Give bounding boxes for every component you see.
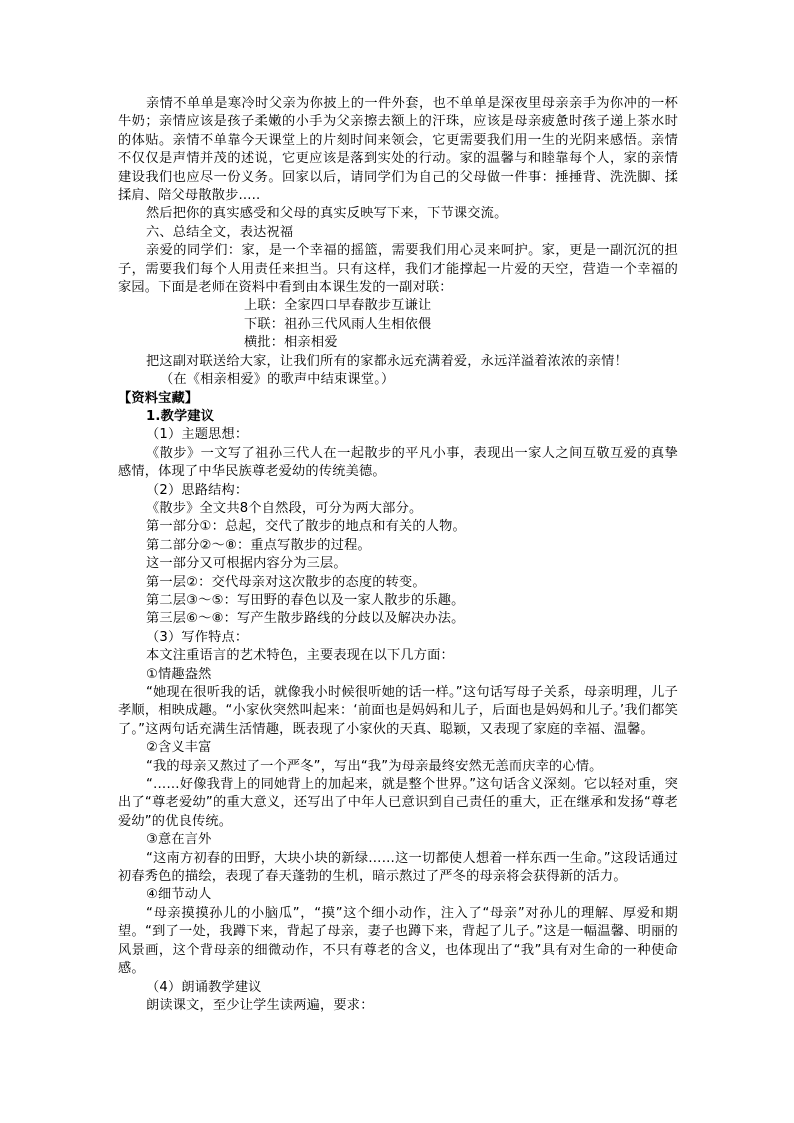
features-heading: （3）写作特点：	[146, 629, 249, 645]
resource-title: 【资料宝藏】	[118, 390, 199, 406]
structure-line: 第二层③～⑤：写田野的春色以及一家人散步的乐趣。	[146, 592, 465, 608]
reading-text: 朗读课文，至少让学生读两遍，要求：	[146, 997, 374, 1013]
feature-1-title: ①情趣盎然	[146, 666, 212, 682]
teaching-title: 1.教学建议	[146, 408, 215, 424]
features-intro: 本文注重语言的艺术特色，主要表现在以下几方面：	[146, 648, 454, 664]
section-6-title: 六、总结全文，表达祝福	[146, 224, 294, 240]
feature-2-text-1: “我的母亲又熬过了一个严冬”，写出“我”为母亲最终安然无恙而庆幸的心情。	[146, 758, 603, 774]
structure-line: 这一部分又可根据内容分为三层。	[146, 556, 347, 572]
structure-line: 第二部分②～⑧：重点写散步的过程。	[146, 537, 371, 553]
document-page	[118, 95, 678, 1015]
structure-line: 第三层⑥～⑧：写产生散步路线的分歧以及解决办法。	[146, 611, 465, 627]
couplet-lower: 下联：祖孙三代风雨人生相依偎	[244, 316, 432, 332]
feature-2-text-2: “……好像我背上的同她背上的加起来，就是整个世界。”这句话含义深刻。它以轻对重，突出了“尊老爱幼”的重大意义，还写出了中年人已意识到自己责任的重大，正在继承和发扬“尊老爱幼”的优良传统。	[118, 777, 678, 829]
feature-4-title: ④细节动人	[146, 887, 212, 903]
theme-heading: （1）主题思想：	[146, 427, 249, 443]
paragraph-gift: 把这副对联送给大家，让我们所有的家都永远充满着爱，永远洋溢着浓浓的亲情！	[146, 353, 628, 369]
feature-3-title: ③意在言外	[146, 832, 212, 848]
structure-line: 《散步》全文共8个自然段，可分为两大部分。	[146, 500, 423, 516]
structure-line: 第一部分①：总起，交代了散步的地点和有关的人物。	[146, 519, 466, 535]
reading-heading: （4）朗诵教学建议	[146, 979, 262, 995]
feature-3-text: “这南方初春的田野，大块小块的新绿……这一切都使人想着一样东西一生命。”这段话通过初春秀色的描绘，表现了春天蓬勃的生机，暗示熬过了严冬的母亲将会获得新的活力。	[118, 850, 678, 885]
feature-4-text: “母亲摸摸孙儿的小脑瓜”，“摸”这个细小动作，注入了“母亲”对孙儿的理解、厚爱和期望。“到了一处，我蹲下来，背起了母亲，妻子也蹲下来，背起了儿子。”这是一幅温馨、明丽的风景画，这个背母亲的细微动作，不只有尊老的含义，也体现出了“我”具有对生命的一种使命感。	[118, 905, 678, 977]
feature-2-title: ②含义丰富	[146, 740, 212, 756]
theme-text: 《散步》一文写了祖孙三代人在一起散步的平凡小事，表现出一家人之间互敬互爱的真挚感情，体现了中华民族尊老爱幼的传统美德。	[118, 445, 678, 480]
structure-line: 第一层②：交代母亲对这次散步的态度的转变。	[146, 574, 426, 590]
paragraph-blessing: 亲爱的同学们：家，是一个幸福的摇篮，需要我们用心灵来呵护。家，更是一副沉沉的担子，需要我们每个人用责任来担当。只有这样，我们才能撑起一片爱的天空，营造一个幸福的家园。下面是老师在资料中看到由本课生发的一副对联：	[118, 243, 678, 296]
feature-1-text: “她现在很听我的话，就像我小时候很听她的话一样。”这句话写母子关系，母亲明理，儿子孝顺，相映成趣。“小家伙突然叫起来：‘前面也是妈妈和儿子，后面也是妈妈和儿子。’我们都笑了。”这两句话充满生活情趣，既表现了小家伙的天真、聪颖，又表现了家庭的幸福、温馨。	[118, 685, 678, 737]
paragraph-reflect: 然后把你的真实感受和父母的真实反映写下来，下节课交流。	[146, 206, 508, 222]
couplet-upper: 上联：全家四口早春散步互谦让	[244, 298, 432, 314]
couplet-horizontal: 横批：相亲相爱	[244, 335, 338, 351]
paragraph-song: （在《相亲相爱》的歌声中结束课堂。）	[160, 372, 395, 388]
structure-heading: （2）思路结构：	[146, 482, 249, 498]
paragraph-family-intro: 亲情不单单是寒冷时父亲为你披上的一件外套，也不单单是深夜里母亲亲手为你冲的一杯牛奶；亲情应该是孩子柔嫩的小手为父亲擦去额上的汗珠，应该是母亲疲惫时孩子递上茶水时的体贴。亲情不单靠今天课堂上的片刻时间来领会，它更需要我们用一生的光阴来感悟。亲情不仅仅是声情并茂的述说，它更应该是落到实处的行动。家的温馨与和睦靠每个人，家的亲情建设我们也应尽一份义务。回家以后，请同学们为自己的父母做一件事：捶捶背、洗洗脚、揉揉肩、陪父母散散步.....	[118, 96, 678, 204]
